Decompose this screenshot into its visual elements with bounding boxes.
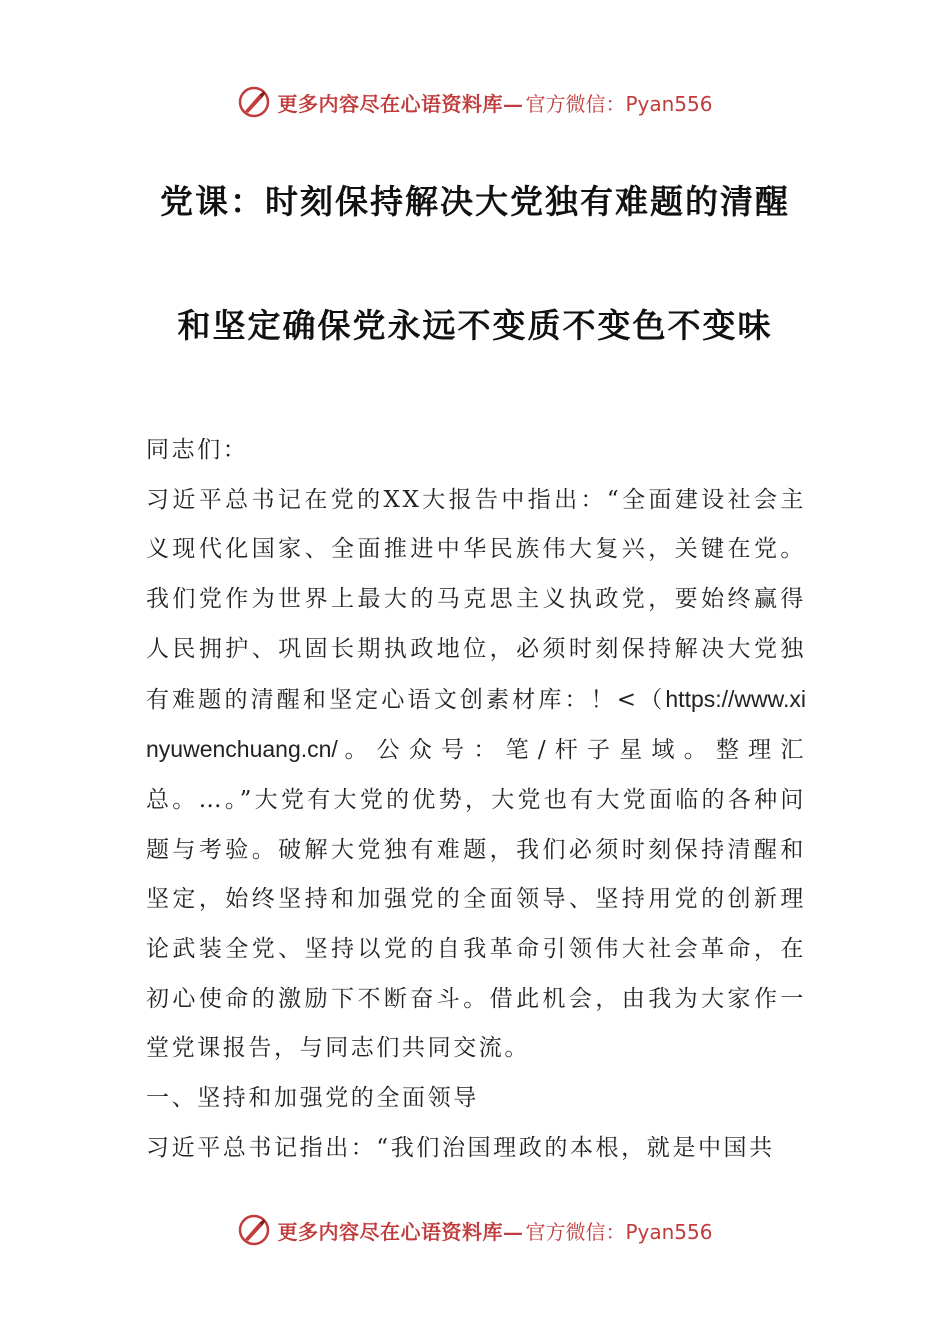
- section-heading-1: 一、坚持和加强党的全面领导: [146, 1085, 479, 1112]
- banner-wechat-text: 官方微信：Pyan556: [525, 91, 713, 116]
- banner-brand-text: 更多内容尽在心语资料库—: [277, 91, 524, 116]
- website-link[interactable]: https://www.xinyuwenchuang.cn/: [146, 685, 806, 763]
- banner-wechat-text: 官方微信：Pyan556: [525, 1219, 713, 1244]
- greeting-paragraph: 同志们：: [146, 437, 249, 463]
- section-1-paragraph: 习近平总书记指出：“我们治国理政的本根，就是中国共: [146, 1134, 775, 1161]
- document-title-line-2: 和坚定确保党永远不变质不变色不变味: [177, 306, 773, 345]
- footer-watermark-banner: [0, 1210, 950, 1250]
- intro-text-part-2: 。公众号：笔/杆子星域。整理汇总。…。”大党有大党的优势，大党也有大党面临的各种问题与考验。破解大党独有难题，我们必须时刻保持清醒和坚定，始终坚持和加强党的全面领导、坚持用党的创新理论武装全党、坚持以党的自我革命引领伟大社会革命，在初心使命的激励下不断奋斗。借此机会，由我为大家作一堂党课报告，与同志们共同交流。: [146, 737, 806, 1062]
- quill-logo-icon: [237, 85, 271, 119]
- banner-brand-text: 更多内容尽在心语资料库—: [277, 1219, 524, 1244]
- quill-logo-icon: [237, 1213, 271, 1247]
- intro-text-part-1: 习近平总书记在党的XX大报告中指出：“全面建设社会主义现代化国家、全面推进中华民族伟大复兴，关键在党。我们党作为世界上最大的马克思主义执政党，要始终赢得人民拥护、巩固长期执政地位，必须时刻保持解决大党独有难题的清醒和坚定心语文创素材库：！<（: [146, 486, 806, 713]
- intro-paragraph: [146, 476, 806, 1074]
- header-watermark-banner: [0, 82, 950, 122]
- document-title-line-1: 党课：时刻保持解决大党独有难题的清醒: [160, 182, 790, 221]
- document-body: [146, 426, 806, 1174]
